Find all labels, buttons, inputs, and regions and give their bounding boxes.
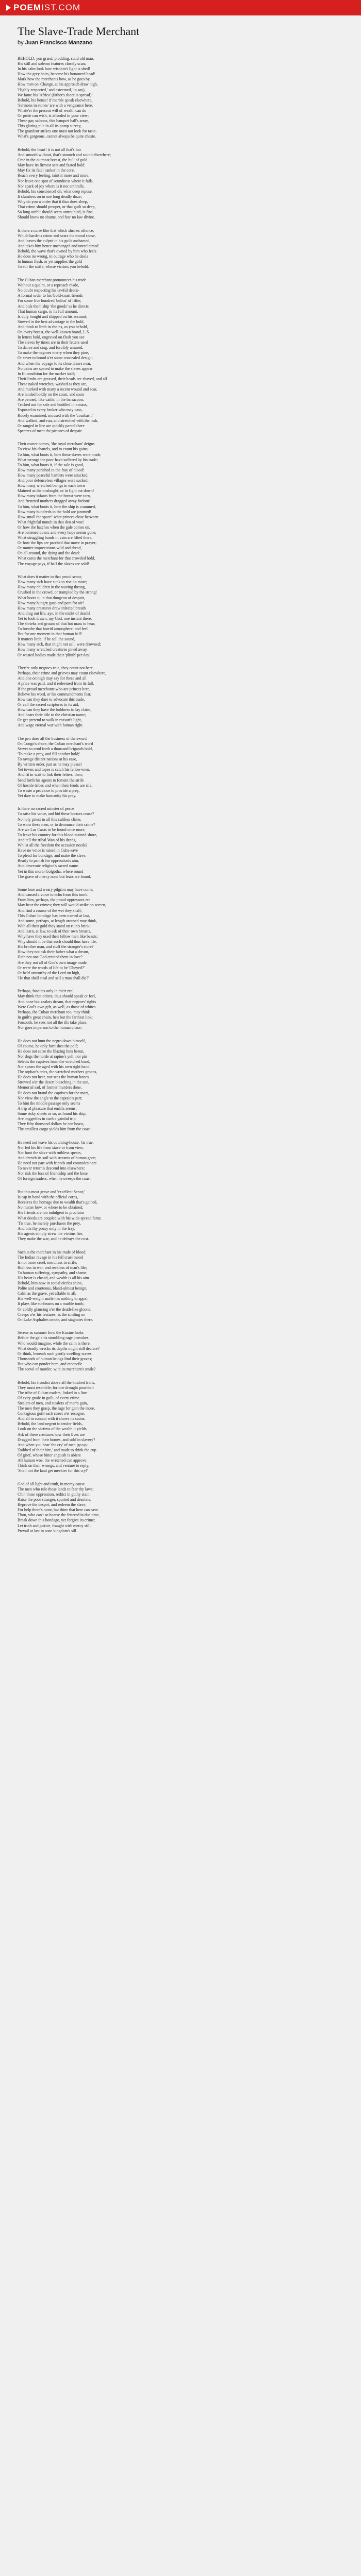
- poem-line: And takes him hence unchanged and unreclaimed: [18, 244, 99, 249]
- poem-line: With all their gold they stand on ruin's brink;: [18, 923, 91, 928]
- poem-line: He does not hear, nor sees the human bones: [18, 1075, 89, 1080]
- poem-line: Behold, the heart! it is not all that's fair: [18, 147, 81, 152]
- poem-line: Or call the sacred scriptures to its aid;: [18, 702, 79, 707]
- poem-line: God of all light and truth, in mercy cause: [18, 1481, 85, 1486]
- poem-line: Nor leave one spot of soundness where it falls,: [18, 178, 94, 183]
- poem-line: Of course, he only furnishes the pelf;: [18, 1043, 78, 1048]
- poem-line: To make the negroes merry when they pine,: [18, 350, 89, 355]
- poem-line: Or coldly glancing o'er the death-like gloom;: [18, 1307, 91, 1312]
- poem-line: A formal order to his Gold-coast friends: [18, 293, 83, 298]
- poem-line: 'To make a prey, and fill another hold;': [18, 752, 80, 757]
- poem-line: That human cargo, to its full amount,: [18, 309, 78, 314]
- poem-line: Serves to send forth a thousand brigands bold,: [18, 746, 93, 751]
- poem-line: Or ranged in line are quickly parcel there: [18, 423, 85, 428]
- poem-line: No pains are spared to make the slaves appear: [18, 366, 93, 371]
- poem-line: He does not hunt the negro down himself,: [18, 1038, 86, 1043]
- poem-line: His well-weight smile has nothing to appal;: [18, 1296, 89, 1301]
- poem-line: Is there no sacred minster of peace: [18, 806, 74, 811]
- poem-line: Perhaps, fanatics only in their zeal,: [18, 989, 75, 994]
- poem-line: And marked with many a recent wound and scar,: [18, 387, 97, 392]
- poem-line: From him, perhaps, the proud oppressors ere: [18, 897, 91, 903]
- site-logo[interactable]: [6, 3, 80, 13]
- poem-line: Break down this bondage, yet forgive its crime;: [18, 1518, 95, 1523]
- poem-line: For help there's none, but thine that here can save.: [18, 1507, 100, 1513]
- poem-line: Whate'er the present will of wealth can do: [18, 108, 87, 113]
- poem-line: Should know no shame, and fear no law divine.: [18, 215, 95, 220]
- poem-line: How many hungry gasp and pant for air!: [18, 600, 84, 605]
- poem-line: How many peaceful hamlets were attacked,: [18, 472, 89, 478]
- poem-line: 'Tis true, he merely purchases the prey,: [18, 1221, 81, 1226]
- poem-line: All human woe, the wretched can approve;: [18, 1458, 88, 1463]
- poem-line: Of ev'ry grade in guilt, of every crime.: [18, 1395, 80, 1400]
- poem-line: Nor risk the loss of friendship and the hose: [18, 1171, 88, 1176]
- byline-prefix: by: [18, 40, 24, 46]
- poem-line: Look on the victims of the wealth it yields,: [18, 1427, 88, 1432]
- poem-line: Or think, beneath such gently swelling waves: [18, 1351, 92, 1356]
- poem-line: Calm as the grave, yet affable to all,: [18, 1291, 77, 1296]
- poem-line: His brother man, and stuff the stranger's store?: [18, 944, 94, 950]
- poem-line: Of hostile tribes and when their feuds are rife,: [18, 783, 93, 788]
- poem-line: 'Highly respected,' and esteemed,' to say),: [18, 87, 86, 92]
- poem-line: Why should it be that such should thus have life,: [18, 939, 97, 944]
- poem-line: A trip of pleasure that enriffs seems;: [18, 1106, 77, 1111]
- poem-line: By written order, just as he may please!: [18, 762, 83, 767]
- poem-line: If the proud merchants who are princes here,: [18, 686, 91, 691]
- poem-line: Some lone and weary pilgrim may have come,: [18, 887, 93, 892]
- poem-line: And none but zealots dream, that negroes' rights: [18, 999, 96, 1004]
- poem-line: It plays like sunbeams on a marble tomb,: [18, 1301, 85, 1307]
- poem-stanza: [18, 1380, 343, 1474]
- poem-line: Thou, who can't so hoarse the fettered in due time,: [18, 1513, 100, 1518]
- poem-line: And poor defenceless villages were sacked;: [18, 478, 89, 483]
- poem-stanza: [18, 989, 343, 1030]
- poem-line: Reach every feeling, taint it more and more;: [18, 173, 90, 178]
- poem-line: Nor goes in person to the human chase;: [18, 1025, 82, 1030]
- poem-line: Behold, the wave that's owned by him who feels: [18, 249, 96, 254]
- poem-line: Yet in this moral Golgotha, where round: [18, 869, 84, 874]
- poem-line: And learn, at law, to ask of their own breasts,: [18, 928, 91, 934]
- poem-line: On all around, the dying and the dead:: [18, 551, 80, 556]
- poem-line: But who can ponder here, and reconcile: [18, 1361, 83, 1366]
- poem-line: Is cap in hand with the official corps,: [18, 1195, 78, 1200]
- poem-line: His friends are too indulgent to proclaim: [18, 1210, 84, 1215]
- poem-line: The voyage pays, if half the slaves are sold!: [18, 561, 89, 566]
- poem-line: To leave his country for this blood-stained shore,: [18, 832, 97, 837]
- poem-line: Exposed to every broker who may pass,: [18, 408, 83, 413]
- poem-line: Their owner comes, 'the royal merchant' deigns: [18, 442, 95, 447]
- poem-line: They're only negroes-true, they count not here,: [18, 666, 94, 671]
- poem-line: To waste a province to provide a prey,: [18, 788, 80, 793]
- poem-content: [0, 15, 361, 2576]
- poem-line: And caused a voice to echo from this tomb.: [18, 892, 89, 897]
- poem-line: How many infants from the breast were torn,: [18, 494, 91, 499]
- poem-line: We fame his 'Africa' (father's shore is spread)!: [18, 92, 93, 97]
- poem-line: In guilt's great chain, he's but the farthest link;: [18, 1014, 93, 1020]
- poem-line: How many hundreds in the hold are jammed!: [18, 509, 92, 514]
- logo-main-text: POEM: [13, 3, 42, 12]
- poem-line: What's gorgeous, cannot always be quite chaste.: [18, 134, 96, 139]
- poem-line: Spectres of meet the pictures of despair.: [18, 428, 83, 433]
- poem-line: His agents simply strew the victims fire,: [18, 1231, 84, 1236]
- poem-line: Are they not all of God's own image made,: [18, 960, 88, 965]
- poem-line: Thousands of human beings find their graves;: [18, 1356, 92, 1361]
- poem-line: How many creatures draw infected breath: [18, 605, 86, 611]
- poem-line: And drag out life, aye, in the midst of death!: [18, 611, 90, 616]
- poem-line: Serene as summer how the Euxine looks: [18, 1330, 84, 1335]
- poem-line: How men on 'Change, at his approach draw nigh,: [18, 82, 98, 87]
- poem-line: And wage eternal war with human right.: [18, 723, 84, 728]
- poem-line: Or wasted bodies made their 'plinth' per day!: [18, 652, 91, 657]
- poem-line: And bears their title to the christian name;: [18, 712, 87, 717]
- poem-line: And one on high may say for these and all: [18, 676, 87, 681]
- poem-line: Ask of these creatures how their lives are: [18, 1432, 85, 1437]
- poem-line: Behold, his frondist above all the kindred trails,: [18, 1380, 95, 1385]
- poem-line: Behold, him now in social circles shine,: [18, 1281, 83, 1286]
- poem-stanza: [18, 442, 343, 566]
- poem-line: To human suffering, sympathy, and shame,: [18, 1270, 88, 1275]
- poem-line: How small the space! what princes close between: [18, 514, 99, 519]
- poem-line: And bits thy proxy only in the fray;: [18, 1226, 75, 1231]
- poem-line: To stir the strife, whose victims you behold.: [18, 264, 89, 269]
- poem-line: The Indian ravage in his fell cruel mood: [18, 1255, 83, 1260]
- poem-line: Stealers of men, and stealers of man's gain,: [18, 1400, 88, 1405]
- poem-line: What does it matter to that proud senor,: [18, 574, 83, 580]
- poem-line: And some, perhaps, at length aroused may think,: [18, 918, 97, 923]
- poem-line: To him the middle passage only seems: [18, 1100, 80, 1106]
- poem-line: The grave of mercy none but fears are found.: [18, 874, 91, 879]
- poem-line: Why do you wonder that it thus does sleep,: [18, 199, 88, 204]
- poem-line: And drench its soil with streams of human gore;: [18, 1156, 96, 1161]
- poem-line: Is not more cruel, merciless in strife,: [18, 1260, 77, 1265]
- poem-line: How many children in the waving throng,: [18, 585, 86, 590]
- poem-line: Selects the captives from the wretched band,: [18, 1059, 90, 1064]
- poem-line: Perhaps, their crime and grieves may count elsewhere,: [18, 671, 106, 676]
- poem-line: Behold, the land negent to tender fields,: [18, 1421, 83, 1427]
- poem-body: [18, 56, 343, 1534]
- poem-line: What struggling hands in vain are lifted there,: [18, 535, 93, 540]
- poem-line: Mark how the merchants bow, as he goes by,: [18, 77, 91, 82]
- poem-line: Send forth his agents to foment the strife: [18, 777, 84, 783]
- play-triangle-icon: [6, 5, 11, 11]
- poem-line: Nor spark of joy where is it not enthralls.: [18, 183, 85, 189]
- poem-line: Nor fed his life from stave or from view,: [18, 1145, 84, 1150]
- poem-line: Or mutter imprecations wild and dread,: [18, 546, 82, 551]
- poem-line: The men who rule these lands to fear thy laws;: [18, 1486, 94, 1492]
- poem-byline: [18, 40, 343, 46]
- poem-line: In letters bold, engraved on flesh you see: [18, 335, 85, 340]
- logo-suffix-text: IST.COM: [41, 3, 81, 12]
- poem-line: In fit condition for the market stall;: [18, 371, 75, 376]
- poem-line: No matter how, or where to be obtained;: [18, 1205, 84, 1210]
- poem-line: Let truth and justice, fraught with mercy still,: [18, 1523, 92, 1528]
- poem-line: No holy priest in all this cultless clime,: [18, 817, 81, 822]
- poem-line: Are penned, like cattle, in the barracoon.: [18, 397, 84, 402]
- poem-line: To breathe that horrid atmosphere, and feel: [18, 626, 88, 632]
- poem-stanza: [18, 1039, 343, 1132]
- poem-line: May think that others, thus should speak or feel,: [18, 994, 96, 999]
- poem-line: To view his chattels, and to count his gains;: [18, 447, 89, 452]
- poem-line: To him, what boots it, how these slaves were made,: [18, 452, 102, 457]
- poem-line: On Congo's shore, the Cuban merchant's word: [18, 741, 93, 746]
- poem-line: They make the war, and he defrays the cost.: [18, 1236, 89, 1241]
- poem-line: How can they dare to advocate this trade,: [18, 697, 85, 702]
- poem-line: Were God's own gift, as well, as those of whites.: [18, 1004, 97, 1009]
- poem-line: Or how the hatches when the gale comes on,: [18, 524, 90, 530]
- poem-line: The tribe of Cuban traders, linked in a line: [18, 1390, 87, 1395]
- poem-line: It matters little, if he sell the sound,: [18, 637, 75, 642]
- poem-line: Strewed o'er the desert bleaching in the sun,: [18, 1080, 90, 1085]
- poem-line: Prevail at last in sone kingdom's sill.: [18, 1528, 77, 1533]
- poem-line: The pen does all the business of the sword,: [18, 736, 88, 741]
- poem-line: Believe his word, or his commandments fear,: [18, 691, 91, 697]
- poem-line: How they not ask their father what a dream,: [18, 950, 89, 955]
- poem-line: Behold, his house! if marble speak elsewhere,: [18, 97, 93, 103]
- poem-line: 'Shall not the land get meekier for this cry!': [18, 1468, 88, 1473]
- poem-line: He does no wrong, in outrage who he deals: [18, 254, 88, 259]
- poem-line: He need not leave his counting-house, 'tis true,: [18, 1140, 94, 1145]
- poem-line: This Cuban bondage has been named at last,: [18, 913, 90, 918]
- poem-stanza: [18, 278, 343, 434]
- poem-line: Yet dare to make humanity his prey.: [18, 793, 76, 798]
- poem-line: Nor hunt the slave with ruthless spears,: [18, 1150, 82, 1155]
- poem-line: It slumbers on in one long deadly doze;: [18, 194, 82, 199]
- poem-line: And tell the tribal Wan of his deeds,: [18, 837, 76, 842]
- poem-line: And walked, and run, and stretched with the lash,: [18, 418, 99, 423]
- poem-line: Or were the words of life to be 'Obeyed?': [18, 965, 85, 970]
- poem-line: And bids them ship 'the goods' as he directs: [18, 303, 89, 309]
- poem-line: To him, what boots it, if the sale is good,: [18, 462, 84, 467]
- poem-stanza: [18, 1190, 343, 1242]
- poem-line: Of grief, whose bitter anguish is abiere: [18, 1452, 81, 1458]
- poem-line: Some risky sheets or so, as found his ship,: [18, 1111, 87, 1116]
- poem-line: He does not seize the blazing huts besun,: [18, 1048, 85, 1054]
- poem-line: Bearly to panish for oppression's aim,: [18, 858, 79, 863]
- poem-line: To never return's descend into elsewhere;: [18, 1166, 85, 1171]
- poem-line: How many wretched creatures pined away,: [18, 647, 88, 652]
- poem-line: Ruthless in war, and reckless of man's life;: [18, 1265, 87, 1270]
- poem-line: For some five hundred 'bultos' of fiftie,: [18, 298, 81, 303]
- poem-line: Without a qualm, or a reproach made,: [18, 283, 79, 288]
- poem-line: Are we Las Casas to be found once more,: [18, 827, 86, 832]
- poem-line: What deadly wrecks its depths might still declare?: [18, 1346, 100, 1351]
- poem-line: How the grey hairs, become his honoured head!: [18, 72, 96, 77]
- poem-line: 'Robbed of their hire,' and made to drink the cup: [18, 1447, 96, 1452]
- poem-stanza: [18, 56, 343, 140]
- poem-line: And all in contact with it shows its stains.: [18, 1416, 86, 1421]
- poem-line: To him, what boots it, how the ship is crammed,: [18, 504, 96, 509]
- poem-line: Creeps o'er his features, as the smiling on: [18, 1312, 86, 1317]
- poem-line: The smallest cargo yields him from the coast.: [18, 1127, 92, 1132]
- poem-line: Why have they used their fellow men like beasts;: [18, 934, 98, 939]
- poem-line: In human flesh, or yet supplies the gold: [18, 259, 82, 264]
- poem-line: On Lake Asphaltes smote, and stagnates there.: [18, 1317, 93, 1322]
- poem-line: Nor view the angle to the captain's part;: [18, 1095, 83, 1100]
- poem-line: And frenzied mothers dragged away forlorn!: [18, 499, 91, 504]
- poem-line: Is there a curse like that which shrines offence,: [18, 228, 94, 233]
- poem-line: Cree in the outmost breast, the hull of gold: [18, 158, 88, 163]
- poem-line: To raise his voice, and bid these horrors cease?: [18, 811, 94, 817]
- poem-line: Which hardens crime and sears the moral sense,: [18, 233, 96, 238]
- poem-line: No doubt respecting his lawful deeds-: [18, 288, 79, 293]
- poem-line: Stowed in the best advantage in the hold,: [18, 319, 85, 324]
- poem-line: They must resemble; for one drought pourtheir: [18, 1385, 94, 1390]
- poem-line: Behold, his conscience! oh, what deep repose,: [18, 189, 93, 194]
- poem-line: A price was paid, and it redeemed from its fall.: [18, 681, 94, 686]
- poem-line: But for one moment in that human hell!: [18, 632, 83, 637]
- poem-stanza: [18, 228, 343, 270]
- poem-stanza: [18, 806, 343, 879]
- poem-line: And when the voyage to its close draws near,: [18, 361, 91, 366]
- poem-line: The orphan's cries, the wretched mothers groans,: [18, 1070, 97, 1075]
- poem-line: Or pride can wish, is afforded to your view;: [18, 113, 89, 118]
- poem-line: Hath not one God created them in love?: [18, 955, 83, 960]
- poem-author[interactable]: Juan Francisco Manzano: [25, 40, 93, 46]
- poem-line: On every breast, the well-known brand, L.S.: [18, 330, 90, 334]
- poem-line: But this most grave and 'excellent Senor,': [18, 1190, 85, 1195]
- poem-line: Such is the merchant in his trade of blood;: [18, 1249, 87, 1255]
- poem-line: How many wretched beings in each town: [18, 483, 85, 488]
- poem-stanza: [18, 1140, 343, 1182]
- poem-line: Perhaps, the Cuban merchant too, may think: [18, 1009, 90, 1014]
- poem-line: How many sick have sunk to rise no more;: [18, 580, 87, 585]
- poem-line: And find a course of the wet they shall;: [18, 908, 82, 913]
- poem-line: Are baggedles in such a gainful trip.: [18, 1116, 77, 1122]
- poem-line: Before the gale its stumbling rage provokes.: [18, 1335, 90, 1341]
- poem-line: Rudely examined, moused with the 'courbash,': [18, 413, 93, 418]
- poem-line: Receives the homage due to wealth that's gained,: [18, 1200, 97, 1205]
- poem-line: How many sick, that might not sell, were drowned;: [18, 642, 101, 647]
- poem-line: Nor dogs the horde at rapine's yell, nor pin: [18, 1054, 87, 1059]
- poem-line: He need not part with friends and comrades here: [18, 1161, 97, 1166]
- poem-line: This glaring pile in all its pomp survey,: [18, 124, 81, 129]
- poem-line: May fix its fatal canker in the core,: [18, 168, 75, 173]
- poem-line: And when you hear 'the cry' of men 'go up-: [18, 1442, 88, 1447]
- poem-line: Is duly bought and shipped on his account;: [18, 314, 88, 319]
- poem-line: Their limbs are greased, their heads are shaved, and all: [18, 376, 107, 381]
- site-header: [0, 0, 361, 15]
- poem-line: Yet to look drawn, my God, one instant there,: [18, 616, 92, 621]
- poem-stanza: [18, 1250, 343, 1323]
- poem-line: Are landed boldly on the coast, and soon: [18, 392, 84, 397]
- poem-line: The Cuban merchant pronounces his trade: [18, 278, 87, 283]
- poem-line: Or held unworthy of the Lord on high,: [18, 970, 80, 975]
- poem-stanza: [18, 887, 343, 981]
- poem-stanza: [18, 574, 343, 658]
- poem-line: Or how the lips are parched that move in prayer;: [18, 540, 97, 546]
- poem-line: Nor spears the aged with his own right hand;: [18, 1064, 91, 1070]
- poem-line: In his calm look how wisdom's light is shed!: [18, 66, 90, 72]
- poem-line: And smooth without, that's staunch and sound elsewhere;: [18, 152, 111, 158]
- poem-line: 'He that shall steal and sell a man shall die?': [18, 975, 89, 980]
- poem-line: What frightful tumult in that den of woe!: [18, 519, 85, 524]
- poem-line: To dance and sing, and forcibly amused,: [18, 345, 84, 350]
- poem-line: Or sever to brood o'er some concealed design;: [18, 355, 93, 361]
- poem-line: Contagious guilt each street o'er recogne,: [18, 1411, 85, 1416]
- poem-line: Have no voice is raised in Cuba-save: [18, 848, 78, 853]
- poem-line: The men they grasp, the rage for gain the more,: [18, 1406, 95, 1411]
- poem-stanza: [18, 736, 343, 799]
- poem-stanza: [18, 1330, 343, 1372]
- poem-line: To plead for bondage, and make the slave,: [18, 853, 87, 858]
- poem-line: Dragged from their homes, and sold in slavery?: [18, 1437, 95, 1442]
- poem-line: What wrongs the poor have suffered by his trade;: [18, 457, 98, 462]
- poem-line: These gay saloons, this banquet hall's array,: [18, 118, 89, 124]
- poem-line: BEHOLD, yon grand, plodding, staid old man,: [18, 56, 94, 61]
- poem-line: How many perished in the fray of blood!: [18, 467, 85, 472]
- poem-line: To ravage distant nations at his ease,: [18, 757, 77, 762]
- poem-line: Chin those oppression, redtict in guilty stain,: [18, 1492, 91, 1497]
- poem-line: Are battened down, and every hope seems gone,: [18, 530, 96, 535]
- poem-line: Crushed in the crowd, or trampled by the strong!: [18, 590, 97, 595]
- poem-line: What cares the merchant for that crowded hold,: [18, 556, 95, 561]
- poem-line: Or get pretend to walk in reason's light,: [18, 718, 82, 723]
- poem-line: May hear the crimes; they will would strike on screen,: [18, 903, 106, 908]
- poem-line: And fit in wait to link their fetters, then;: [18, 772, 83, 777]
- poem-line: His heart is closed, and wealth is all his aim.: [18, 1275, 90, 1280]
- poem-line: Reprove the despot, and redeem the slave;: [18, 1502, 87, 1507]
- poem-line: And leaves the culprit in his guilt unshamed,: [18, 239, 91, 243]
- poem-line: How can they have the boldness to lay claim,: [18, 707, 92, 712]
- poem-line: To warn these men, or to denounce their crime?: [18, 822, 95, 827]
- poem-line: 'Sermons in stones' are with a vengeance here,: [18, 103, 93, 108]
- poem-stanza: [18, 666, 343, 728]
- poem-line: So long unfelt should seem untroubled, is fine,: [18, 210, 94, 215]
- poem-line: The slaves by times are in their fetters used: [18, 340, 88, 345]
- poem-line: Forsooth, he sees not all the ills take place,: [18, 1020, 88, 1025]
- poem-line: Memorial sad, of former murders done.: [18, 1085, 82, 1090]
- poem-line: He does not brand the captives for the mart,: [18, 1090, 89, 1095]
- poem-line: Whilst all the freedom the occasion needs?: [18, 843, 88, 848]
- poem-line: The grandeur strikes one must not look for taste-: [18, 129, 97, 134]
- poem-line: The scowl of murder, with its merchant's smile?: [18, 1366, 96, 1371]
- poem-line: His still and solemn features closely scan;: [18, 61, 86, 66]
- poem-line: These naked wretches, washed as they are,: [18, 381, 87, 386]
- poem-line: Think on their wrongs, and venture to reply,: [18, 1463, 90, 1468]
- poem-line: And think to limb in chains, as you behold,: [18, 324, 88, 329]
- poem-line: The shrieks and groans of that hot mass to hear;: [18, 621, 95, 626]
- poem-title: The Slave-Trade Merchant: [18, 25, 140, 38]
- poem-stanza: [18, 1482, 343, 1534]
- poem-line: Tricked out for sale and huddled in a mass,: [18, 402, 88, 408]
- poem-line: What boots it, in that dungeon of despair,: [18, 595, 85, 600]
- poem-line: May have its firmest seat and fasted hold:: [18, 163, 86, 168]
- poem-line: What deeds are coupled with his wide-spread fame.: [18, 1215, 102, 1221]
- poem-line: Maimed as the onslaught, or in fight cut down!: [18, 488, 94, 494]
- poem-line: And desecrate religion's sacred name.: [18, 863, 79, 869]
- poem-line: Of foreign traders, when he sweeps the coast.: [18, 1176, 92, 1181]
- poem-line: Yet towns and topes is catch his fellow-men,: [18, 767, 90, 772]
- poem-line: Who would imagine, while the calm is there,: [18, 1341, 91, 1346]
- poem-line: Polite and courteous, bland-almost benign,: [18, 1286, 87, 1291]
- poem-line: Raise the poor stranger, spurted and desolate,: [18, 1497, 91, 1502]
- poem-stanza: [18, 147, 343, 220]
- poem-line: That crime should prosper, or that guilt so deep,: [18, 205, 96, 210]
- poem-line: They fifty thousand dollars he can boast,: [18, 1122, 84, 1127]
